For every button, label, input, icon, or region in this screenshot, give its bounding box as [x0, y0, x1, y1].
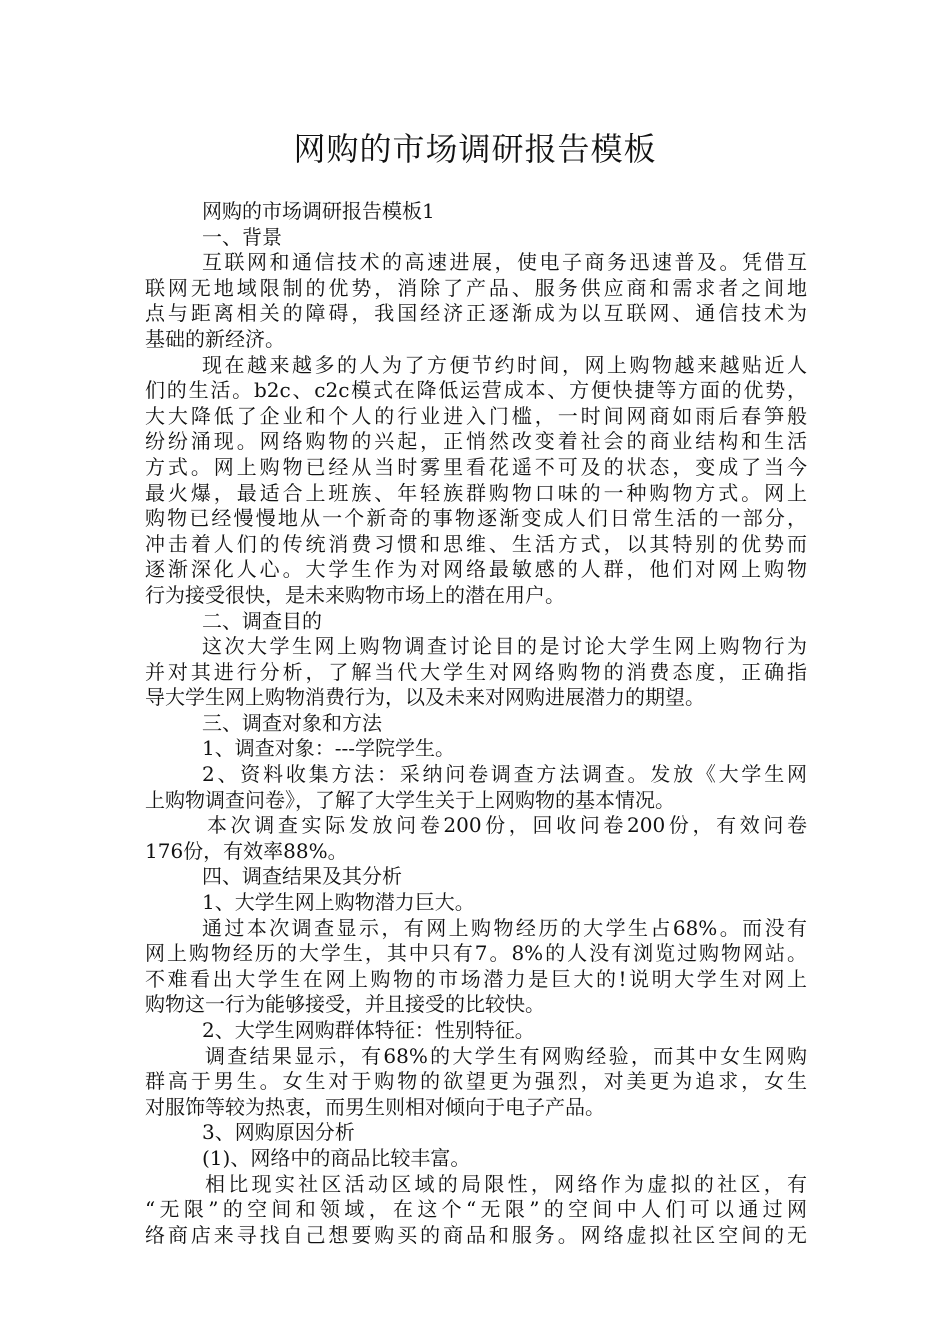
paragraph-line: 群高于男生。女生对于购物的欲望更为强烈，对美更为追求，女生: [145, 1069, 807, 1094]
paragraph-line: 纷纷涌现。网络购物的兴起，正悄然改变着社会的商业结构和生活: [145, 429, 807, 454]
paragraph-line: 不难看出大学生在网上购物的市场潜力是巨大的!说明大学生对网上: [145, 966, 807, 991]
paragraph-line: 并对其进行分析，了解当代大学生对网络购物的消费态度，正确指: [145, 659, 807, 684]
subsection-heading: (1)、网络中的商品比较丰富。: [202, 1145, 471, 1170]
subsection-heading: 1、大学生网上购物潜力巨大。: [202, 890, 475, 915]
paragraph-line: 网上购物经历的大学生，其中只有7。8%的人没有浏览过购物网站。: [145, 941, 807, 966]
paragraph-line: 176份，有效率88%。: [145, 838, 348, 863]
paragraph-line: 基础的新经济。: [145, 326, 285, 351]
section-heading: 一、背景: [202, 224, 282, 249]
paragraph-line: 们的生活。b2c、c2c模式在降低运营成本、方便快捷等方面的优势，: [145, 378, 807, 403]
paragraph-line: 逐渐深化人心。大学生作为对网络最敏感的人群，他们对网上购物: [145, 557, 807, 582]
paragraph-line: 络商店来寻找自己想要购买的商品和服务。网络虚拟社区空间的无: [145, 1222, 807, 1247]
paragraph-line: 互联网和通信技术的高速进展，使电子商务迅速普及。凭借互: [202, 250, 807, 275]
paragraph-line: 本次调查实际发放问卷200份，回收问卷200份，有效问卷: [207, 813, 807, 838]
subsection-heading: 2、大学生网购群体特征：性别特征。: [202, 1018, 535, 1042]
paragraph-line: 上购物调查问卷》，了解了大学生关于上网购物的基本情况。: [145, 787, 675, 812]
paragraph-line: “无限”的空间和领域，在这个“无限”的空间中人们可以通过网: [145, 1197, 807, 1222]
paragraph-line: 这次大学生网上购物调查讨论目的是讨论大学生网上购物行为: [202, 634, 807, 659]
paragraph-line: 对服饰等较为热衷，而男生则相对倾向于电子产品。: [145, 1094, 605, 1119]
paragraph-line: 2、资料收集方法：采纳问卷调查方法调查。发放《大学生网: [202, 762, 807, 787]
subsection-heading: 3、网购原因分析: [202, 1120, 355, 1145]
document-title: 网购的市场调研报告模板: [293, 130, 657, 168]
paragraph-line: 1、调查对象：---学院学生。: [202, 736, 455, 761]
document-body: [145, 199, 807, 1248]
section-heading: 三、调查对象和方法: [202, 710, 382, 735]
paragraph-line: 联网无地域限制的优势，消除了产品、服务供应商和需求者之间地: [145, 275, 807, 300]
paragraph-line: 大大降低了企业和个人的行业进入门槛，一时间网商如雨后春笋般: [145, 403, 807, 428]
section-heading: 二、调查目的: [202, 608, 322, 633]
paragraph-line: 方式。网上购物已经从当时雾里看花遥不可及的状态，变成了当今: [145, 454, 807, 479]
paragraph-line: 购物这一行为能够接受，并且接受的比较快。: [145, 992, 545, 1017]
paragraph-line: 调查结果显示，有68%的大学生有网购经验，而其中女生网购: [205, 1043, 807, 1068]
section-subtitle: 网购的市场调研报告模板1: [202, 199, 435, 223]
paragraph-line: 现在越来越多的人为了方便节约时间，网上购物越来越贴近人: [202, 352, 807, 377]
paragraph-line: 最火爆，最适合上班族、年轻族群购物口味的一种购物方式。网上: [145, 480, 807, 505]
paragraph-line: 相比现实社区活动区域的局限性，网络作为虚拟的社区，有: [205, 1171, 807, 1196]
paragraph-line: 购物已经慢慢地从一个新奇的事物逐渐变成人们日常生活的一部分，: [145, 506, 807, 531]
paragraph-line: 行为接受很快，是未来购物市场上的潜在用户。: [145, 582, 565, 607]
paragraph-line: 通过本次调查显示，有网上购物经历的大学生占68%。而没有: [202, 915, 807, 940]
paragraph-line: 导大学生网上购物消费行为，以及未来对网购进展潜力的期望。: [145, 685, 705, 710]
section-heading: 四、调查结果及其分析: [202, 864, 402, 889]
paragraph-line: 冲击着人们的传统消费习惯和思维、生活方式，以其特别的优势而: [145, 531, 807, 556]
paragraph-line: 点与距离相关的障碍，我国经济正逐渐成为以互联网、通信技术为: [145, 301, 807, 326]
